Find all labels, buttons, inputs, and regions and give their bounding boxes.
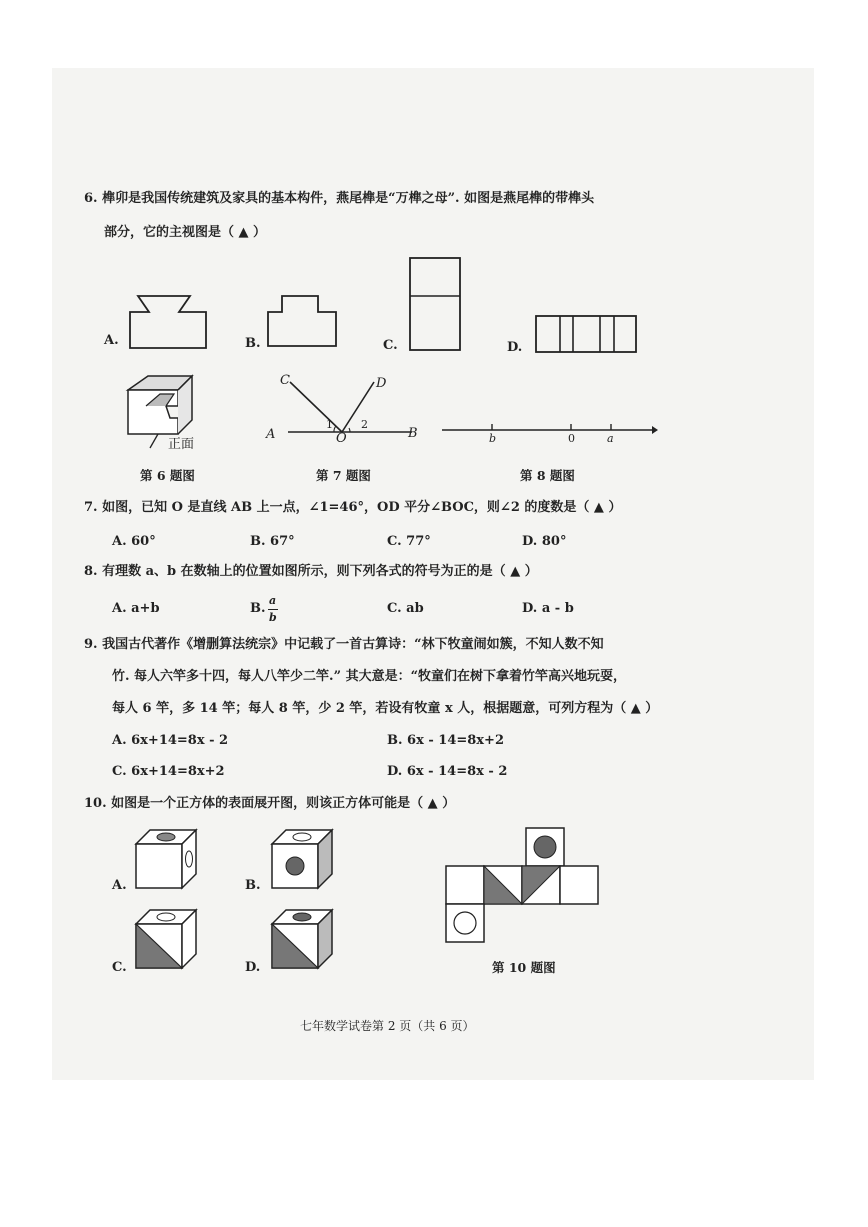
q10-option-b-cube bbox=[266, 826, 338, 892]
q6-option-d-figure bbox=[530, 312, 642, 356]
q7-angle-1: 1 bbox=[326, 418, 333, 431]
q9-option-a: A. 6x+14=8x - 2 bbox=[112, 733, 229, 748]
q8-option-b-label: B. bbox=[250, 601, 266, 616]
q9-option-c: C. 6x+14=8x+2 bbox=[112, 764, 225, 779]
q6-option-a-label: A. bbox=[104, 333, 119, 348]
q7-option-d: D. 80° bbox=[522, 534, 567, 549]
q9-stem-line2: 竹. 每人六竿多十四，每人八竿少二竿.” 其大意是：“牧童们在树下拿着竹竿高兴地玩耍， bbox=[112, 669, 627, 684]
q6-option-c-label: C. bbox=[383, 338, 398, 353]
q10-option-b-label: B. bbox=[245, 878, 261, 893]
q6-front-label: 正面 bbox=[168, 437, 195, 452]
q6-option-a-figure bbox=[124, 292, 214, 352]
page-footer: 七年数学试卷第 2 页（共 6 页） bbox=[300, 1019, 475, 1033]
q8-caption: 第 8 题图 bbox=[520, 468, 575, 483]
q6-stem-line2: 部分，它的主视图是（ ▲ ） bbox=[104, 225, 267, 240]
q8-option-d: D. a - b bbox=[522, 601, 574, 616]
q10-option-d-cube bbox=[266, 906, 338, 972]
q7-option-a: A. 60° bbox=[112, 534, 156, 549]
q6-option-c-figure bbox=[404, 254, 466, 354]
q10-option-a-cube bbox=[130, 826, 202, 892]
q9-stem-line1: 9. 我国古代著作《增删算法统宗》中记载了一首古算诗：“林下牧童闹如簇，不知人数不知 bbox=[84, 637, 604, 652]
q7-point-b: B bbox=[408, 426, 418, 441]
q8-option-a: A. a+b bbox=[112, 601, 160, 616]
q7-point-o: O bbox=[336, 431, 347, 446]
q8-option-c: C. ab bbox=[387, 601, 424, 616]
q10-cube-net bbox=[444, 826, 604, 946]
q10-option-a-label: A. bbox=[112, 878, 127, 893]
q10-option-d-label: D. bbox=[245, 960, 261, 975]
q10-option-c-label: C. bbox=[112, 960, 127, 975]
q8-label-zero: 0 bbox=[568, 432, 575, 445]
q7-angle-2: 2 bbox=[361, 418, 368, 431]
q9-option-d: D. 6x - 14=8x - 2 bbox=[387, 764, 508, 779]
q7-option-c: C. 77° bbox=[387, 534, 431, 549]
q8-label-b: b bbox=[489, 432, 497, 445]
q10-caption: 第 10 题图 bbox=[492, 960, 556, 975]
q7-option-b: B. 67° bbox=[250, 534, 295, 549]
q6-option-b-figure bbox=[262, 292, 342, 352]
q7-point-c: C bbox=[280, 373, 290, 388]
q6-option-d-label: D. bbox=[507, 340, 523, 355]
q8-option-b-denominator: b bbox=[269, 611, 277, 624]
q6-caption: 第 6 题图 bbox=[140, 468, 195, 483]
q9-stem-line3: 每人 6 竿，多 14 竿；每人 8 竿，少 2 竿，若设有牧童 x 人，根据题意，可列方程为（ ▲ ） bbox=[112, 701, 659, 716]
q6-stem-line1: 6. 榫卯是我国传统建筑及家具的基本构件，燕尾榫是“万榫之母”. 如图是燕尾榫的带榫头 bbox=[84, 191, 595, 206]
q7-point-a: A bbox=[266, 427, 276, 442]
q8-option-b-numerator: a bbox=[269, 594, 277, 607]
q8-number-line bbox=[440, 418, 660, 448]
q7-point-d: D bbox=[376, 376, 387, 391]
q7-caption: 第 7 题图 bbox=[316, 468, 371, 483]
q7-stem: 7. 如图，已知 O 是直线 AB 上一点，∠1=46°，OD 平分∠BOC，则∠2 的度数是（ ▲ ） bbox=[84, 500, 622, 515]
q10-stem: 10. 如图是一个正方体的表面展开图，则该正方体可能是（ ▲ ） bbox=[84, 796, 456, 811]
q6-option-b-label: B. bbox=[245, 336, 261, 351]
q10-option-c-cube bbox=[130, 906, 202, 972]
q9-option-b: B. 6x - 14=8x+2 bbox=[387, 733, 504, 748]
q8-stem: 8. 有理数 a、b 在数轴上的位置如图所示，则下列各式的符号为正的是（ ▲ ） bbox=[84, 564, 538, 579]
q8-label-a: a bbox=[607, 432, 614, 445]
